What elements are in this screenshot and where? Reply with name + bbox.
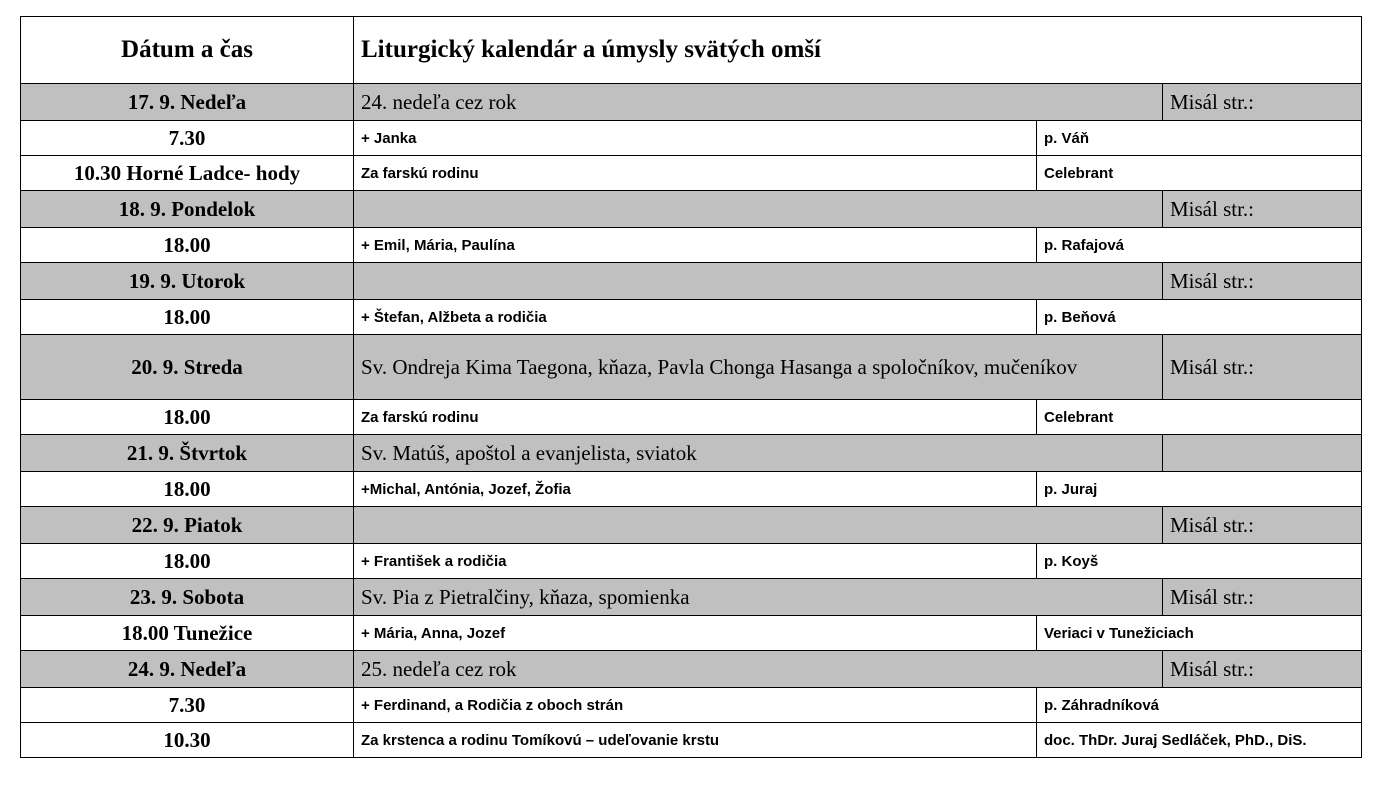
day-row [21,651,1362,688]
mass-intention: +Michal, Antónia, Jozef, Žofia [354,472,1037,507]
mass-row [21,228,1362,263]
mass-celebrant: doc. ThDr. Juraj Sedláček, PhD., DiS. [1037,723,1362,758]
mass-celebrant: Veriaci v Tunežiciach [1037,616,1362,651]
day-row [21,507,1362,544]
mass-time: 7.30 [21,121,354,156]
mass-celebrant: p. Záhradníková [1037,688,1362,723]
day-date: 20. 9. Streda [21,335,354,400]
mass-time: 18.00 [21,544,354,579]
mass-row [21,121,1362,156]
mass-row [21,544,1362,579]
liturgical-title: Sv. Matúš, apoštol a evanjelista, sviatok [354,435,1163,472]
day-row [21,579,1362,616]
missal-page: Misál str.: [1163,335,1362,400]
mass-row [21,472,1362,507]
mass-time: 7.30 [21,688,354,723]
missal-page: Misál str.: [1163,191,1362,228]
day-row [21,435,1362,472]
day-date: 19. 9. Utorok [21,263,354,300]
mass-row [21,156,1362,191]
mass-celebrant: Celebrant [1037,156,1362,191]
day-date: 18. 9. Pondelok [21,191,354,228]
liturgical-title: 25. nedeľa cez rok [354,651,1163,688]
mass-intention: + Janka [354,121,1037,156]
mass-intention: + Mária, Anna, Jozef [354,616,1037,651]
day-row [21,84,1362,121]
mass-intention: + Štefan, Alžbeta a rodičia [354,300,1037,335]
mass-celebrant: p. Beňová [1037,300,1362,335]
day-row [21,335,1362,400]
day-row [21,263,1362,300]
mass-time: 18.00 [21,300,354,335]
missal-page: Misál str.: [1163,84,1362,121]
mass-celebrant: p. Koyš [1037,544,1362,579]
liturgical-title [354,507,1163,544]
day-date: 17. 9. Nedeľa [21,84,354,121]
mass-row [21,723,1362,758]
mass-intention: + František a rodičia [354,544,1037,579]
calendar-column-header: Liturgický kalendár a úmysly svätých omší [354,17,1362,84]
day-date: 22. 9. Piatok [21,507,354,544]
liturgical-title: Sv. Ondreja Kima Taegona, kňaza, Pavla Chonga Hasanga a spoločníkov, mučeníkov [354,335,1163,400]
liturgical-schedule-table [20,16,1362,758]
day-date: 21. 9. Štvrtok [21,435,354,472]
mass-intention: + Ferdinand, a Rodičia z oboch strán [354,688,1037,723]
mass-celebrant: p. Juraj [1037,472,1362,507]
mass-row [21,400,1362,435]
missal-page [1163,435,1362,472]
header-row [21,17,1362,84]
mass-intention: + Emil, Mária, Paulína [354,228,1037,263]
mass-intention: Za farskú rodinu [354,400,1037,435]
mass-time: 18.00 [21,472,354,507]
liturgical-title [354,263,1163,300]
mass-time: 10.30 Horné Ladce- hody [21,156,354,191]
mass-celebrant: p. Váň [1037,121,1362,156]
missal-page: Misál str.: [1163,579,1362,616]
mass-row [21,688,1362,723]
mass-time: 18.00 [21,228,354,263]
missal-page: Misál str.: [1163,263,1362,300]
mass-row [21,300,1362,335]
day-row [21,191,1362,228]
mass-time: 18.00 [21,400,354,435]
missal-page: Misál str.: [1163,507,1362,544]
mass-time: 10.30 [21,723,354,758]
mass-time: 18.00 Tunežice [21,616,354,651]
missal-page: Misál str.: [1163,651,1362,688]
date-time-column-header: Dátum a čas [21,17,354,84]
day-date: 24. 9. Nedeľa [21,651,354,688]
mass-celebrant: Celebrant [1037,400,1362,435]
liturgical-title: Sv. Pia z Pietralčiny, kňaza, spomienka [354,579,1163,616]
mass-celebrant: p. Rafajová [1037,228,1362,263]
mass-intention: Za krstenca a rodinu Tomíkovú – udeľovanie krstu [354,723,1037,758]
liturgical-title [354,191,1163,228]
mass-row [21,616,1362,651]
mass-intention: Za farskú rodinu [354,156,1037,191]
liturgical-title: 24. nedeľa cez rok [354,84,1163,121]
day-date: 23. 9. Sobota [21,579,354,616]
